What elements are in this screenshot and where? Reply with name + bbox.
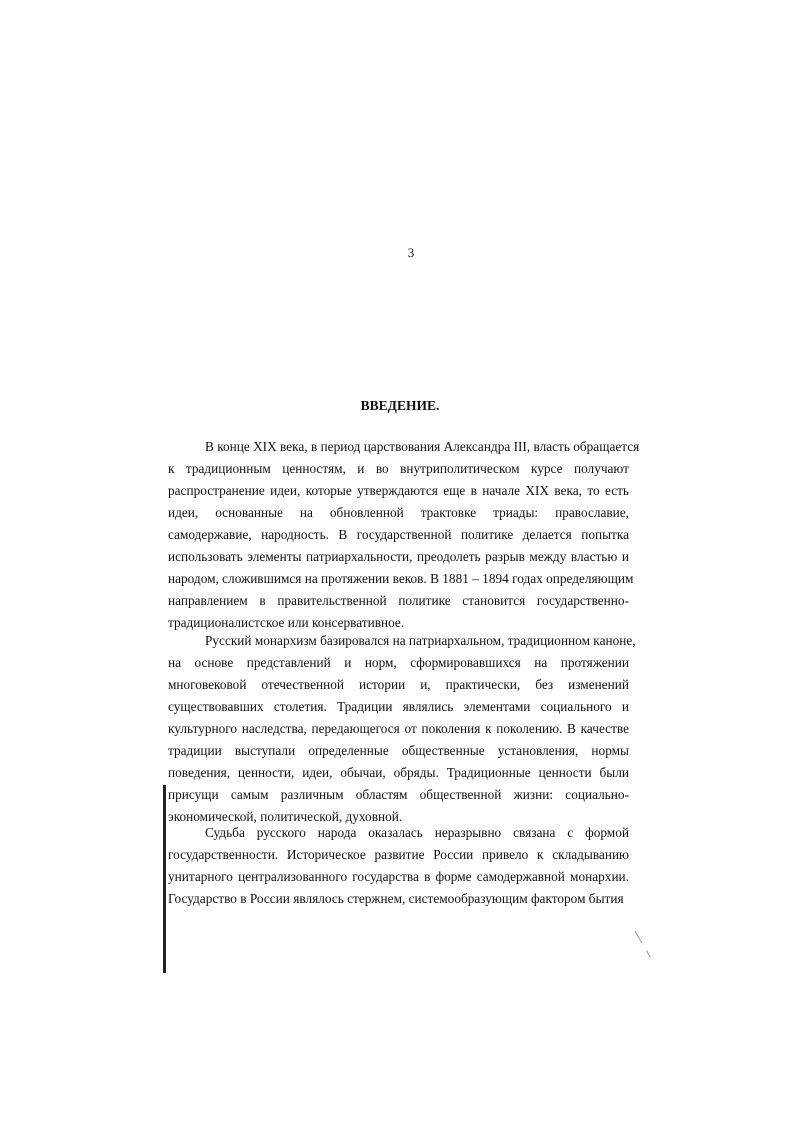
text-line: использовать элементы патриархальности, преодолеть разрыв между властью и <box>168 549 629 564</box>
scan-artifact <box>635 931 643 944</box>
text-line: традиционалистское или консервативное. <box>168 615 405 630</box>
scan-artifact <box>646 950 651 957</box>
paragraph-2 <box>168 630 636 828</box>
text-line: В конце XIX века, в период царствования Александра III, власть обращается <box>205 439 640 454</box>
text-line: направлением в правительственной политике становится государственно- <box>168 593 629 608</box>
text-line: Государство в России являлось стержнем, системообразующим фактором бытия <box>168 891 624 906</box>
paragraph-3 <box>168 822 629 910</box>
text-line: Русский монархизм базировался на патриархальном, традиционном каноне, <box>205 633 636 648</box>
text-line: присущи самым различным областям общественной жизни: социально- <box>168 787 629 802</box>
scan-margin-line <box>163 785 166 973</box>
text-line: многовековой отечественной истории и, практически, без изменений <box>168 677 629 692</box>
text-line: идеи, основанные на обновленной трактовке триады: православие, <box>168 505 629 520</box>
text-line: самодержавие, народность. В государственной политике делается попытка <box>168 527 629 542</box>
text-line: культурного наследства, передающегося от поколения к поколению. В качестве <box>168 721 629 736</box>
page-number: 3 <box>407 245 415 260</box>
text-line: государственности. Историческое развитие России привело к складыванию <box>168 847 629 862</box>
section-title: ВВЕДЕНИЕ. <box>360 398 440 413</box>
text-line: к традиционным ценностям, и во внутриполитическом курсе получают <box>168 461 629 476</box>
text-line: на основе представлений и норм, сформировавшихся на протяжении <box>168 655 629 670</box>
text-line: существовавших столетия. Традиции являлись элементами социального и <box>168 699 629 714</box>
text-line: народом, сложившимся на протяжении веков. В 1881 – 1894 годах определяющим <box>168 571 634 586</box>
text-line: экономической, политической, духовной. <box>168 809 403 824</box>
text-line: традиции выступали определенные общественные установления, нормы <box>168 743 629 758</box>
text-line: распространение идеи, которые утверждаются еще в начале XIX века, то есть <box>168 483 629 498</box>
text-line: Судьба русского народа оказалась неразрывно связана с формой <box>205 825 629 840</box>
paragraph-1 <box>168 436 640 634</box>
text-line: унитарного централизованного государства в форме самодержавной монархии. <box>168 869 629 884</box>
text-line: поведения, ценности, идеи, обычаи, обряды. Традиционные ценности были <box>168 765 629 780</box>
